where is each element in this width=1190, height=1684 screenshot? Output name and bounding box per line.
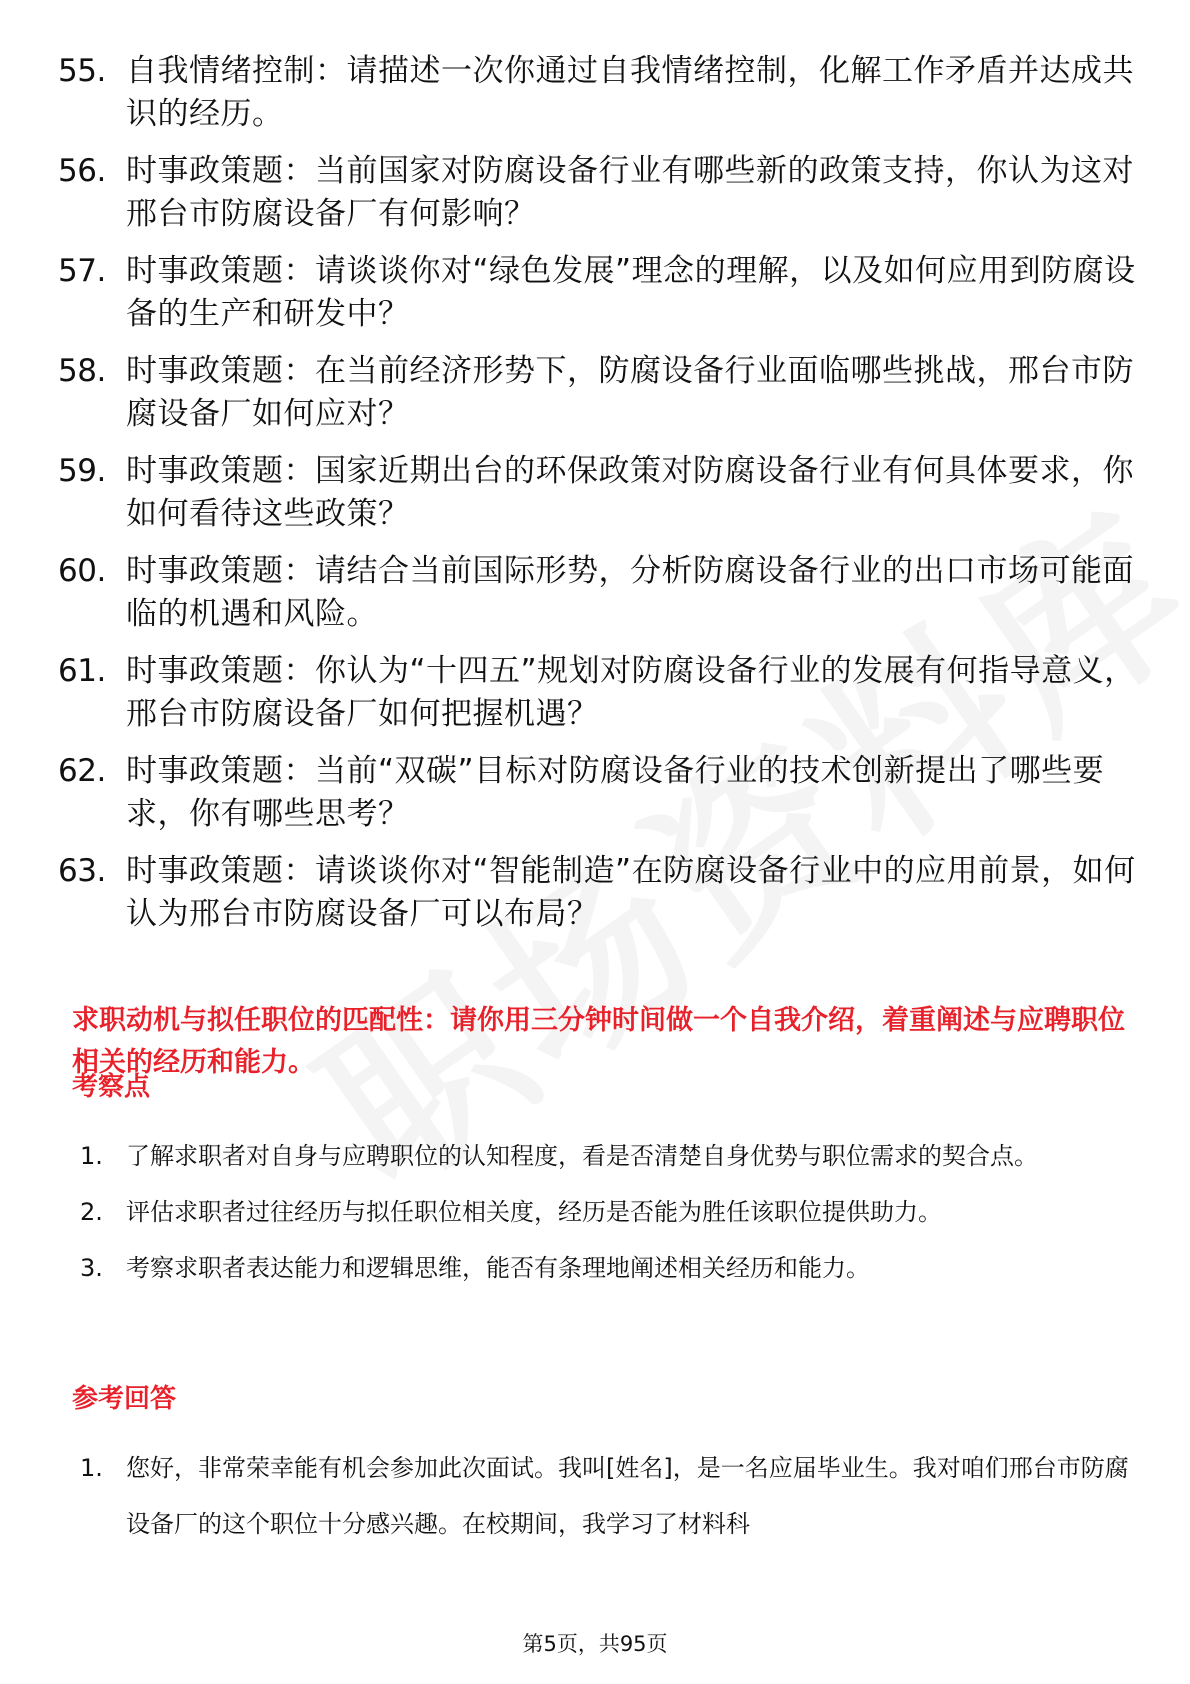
question-item [58, 350, 1138, 436]
question-number: 57. [58, 253, 106, 289]
list-item-text: 您好，非常荣幸能有机会参加此次面试。我叫[姓名]，是一名应届毕业生。我对咱们邢台市防腐设备厂的这个职位十分感兴趣。在校期间，我学习了材料科 [126, 1454, 1129, 1538]
page-footer: 第5页，共95页 [522, 1632, 668, 1656]
list-item [80, 1240, 1130, 1296]
question-text: 时事政策题：当前国家对防腐设备行业有哪些新的政策支持，你认为这对邢台市防腐设备厂有何影响？ [126, 153, 1134, 232]
question-text: 自我情绪控制：请描述一次你通过自我情绪控制，化解工作矛盾并达成共识的经历。 [126, 53, 1134, 132]
question-item [58, 150, 1138, 236]
question-item [58, 650, 1138, 736]
question-text: 时事政策题：当前“双碳”目标对防腐设备行业的技术创新提出了哪些要求，你有哪些思考？ [126, 753, 1105, 832]
question-text: 时事政策题：国家近期出台的环保政策对防腐设备行业有何具体要求，你如何看待这些政策？ [126, 453, 1134, 532]
question-number: 60. [58, 553, 106, 589]
list-item-text: 考察求职者表达能力和逻辑思维，能否有条理地阐述相关经历和能力。 [126, 1254, 870, 1282]
list-item [80, 1128, 1130, 1184]
list-item [80, 1184, 1130, 1240]
question-text: 时事政策题：请谈谈你对“绿色发展”理念的理解，以及如何应用到防腐设备的生产和研发中？ [126, 253, 1136, 332]
question-number: 62. [58, 753, 106, 789]
list-item-number: 2. [80, 1198, 103, 1226]
question-text: 时事政策题：在当前经济形势下，防腐设备行业面临哪些挑战，邢台市防腐设备厂如何应对？ [126, 353, 1134, 432]
question-list [58, 50, 1138, 950]
question-item [58, 250, 1138, 336]
question-number: 63. [58, 853, 106, 889]
question-number: 55. [58, 53, 106, 89]
list-item-number: 1. [80, 1142, 103, 1170]
list-item-number: 3. [80, 1254, 103, 1282]
question-text: 时事政策题：你认为“十四五”规划对防腐设备行业的发展有何指导意义，邢台市防腐设备厂如何把握机遇？ [126, 653, 1136, 732]
points-list [80, 1128, 1130, 1296]
question-number: 56. [58, 153, 106, 189]
list-item-text: 了解求职者对自身与应聘职位的认知程度，看是否清楚自身优势与职位需求的契合点。 [126, 1142, 1038, 1170]
question-item [58, 550, 1138, 636]
question-text: 时事政策题：请谈谈你对“智能制造”在防腐设备行业中的应用前景，如何认为邢台市防腐设备厂可以布局？ [126, 853, 1136, 932]
question-item [58, 50, 1138, 136]
question-item [58, 850, 1138, 936]
answer-label: 参考回答 [72, 1384, 177, 1414]
answer-list [80, 1440, 1130, 1552]
question-number: 61. [58, 653, 106, 689]
list-item [80, 1440, 1130, 1552]
question-number: 59. [58, 453, 106, 489]
list-item-number: 1. [80, 1454, 103, 1482]
question-item [58, 450, 1138, 536]
question-number: 58. [58, 353, 106, 389]
section-question-heading: 求职动机与拟任职位的匹配性：请你用三分钟时间做一个自我介绍，着重阐述与应聘职位相关的经历和能力。 [72, 1005, 1125, 1078]
list-item-text: 评估求职者过往经历与拟任职位相关度，经历是否能为胜任该职位提供助力。 [126, 1198, 942, 1226]
question-item [58, 750, 1138, 836]
question-text: 时事政策题：请结合当前国际形势，分析防腐设备行业的出口市场可能面临的机遇和风险。 [126, 553, 1134, 632]
points-label: 考察点 [72, 1072, 151, 1102]
